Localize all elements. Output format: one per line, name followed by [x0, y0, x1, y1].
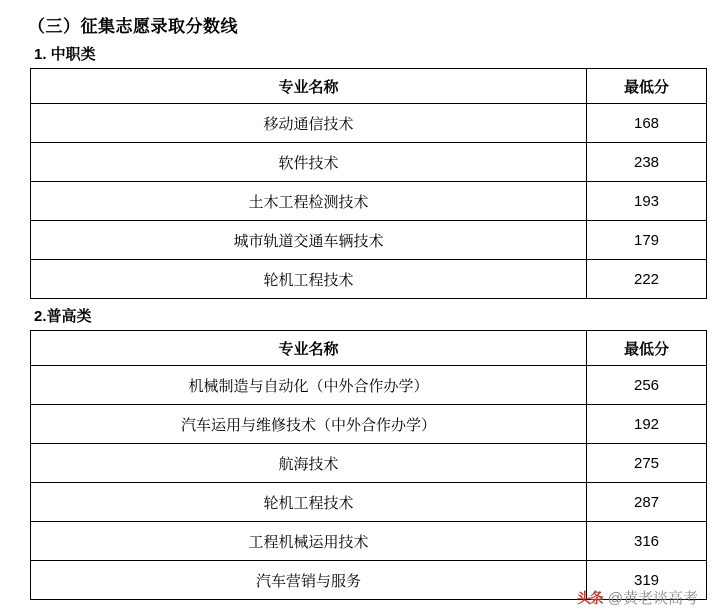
cell-major: 工程机械运用技术 — [31, 522, 587, 561]
watermark-text: @黄老谈高考 — [607, 590, 698, 607]
cell-score: 179 — [587, 221, 707, 260]
table-row — [31, 221, 707, 260]
cell-major: 城市轨道交通车辆技术 — [31, 221, 587, 260]
score-table-1 — [30, 68, 707, 299]
table-header-row — [31, 331, 707, 366]
score-table-2 — [30, 330, 707, 600]
cell-score: 287 — [587, 483, 707, 522]
table-row — [31, 143, 707, 182]
cell-major: 土木工程检测技术 — [31, 182, 587, 221]
page-title: （三）征集志愿录取分数线 — [28, 17, 238, 36]
cell-score: 256 — [587, 366, 707, 405]
table-row — [31, 522, 707, 561]
cell-score: 168 — [587, 104, 707, 143]
column-header-major: 专业名称 — [31, 331, 587, 366]
cell-major: 汽车营销与服务 — [31, 561, 587, 600]
cell-major: 机械制造与自动化（中外合作办学） — [31, 366, 587, 405]
table-row — [31, 483, 707, 522]
table-row — [31, 260, 707, 299]
cell-major: 移动通信技术 — [31, 104, 587, 143]
table-row — [31, 444, 707, 483]
table-row — [31, 104, 707, 143]
watermark — [577, 587, 698, 608]
column-header-score: 最低分 — [587, 331, 707, 366]
table-row — [31, 405, 707, 444]
cell-score: 193 — [587, 182, 707, 221]
cell-major: 轮机工程技术 — [31, 483, 587, 522]
cell-score: 238 — [587, 143, 707, 182]
table-header-row — [31, 69, 707, 104]
cell-major: 航海技术 — [31, 444, 587, 483]
table-row — [31, 182, 707, 221]
section-label-2: 2.普高类 — [34, 308, 92, 325]
cell-major: 软件技术 — [31, 143, 587, 182]
cell-score: 319 — [587, 561, 707, 600]
cell-score: 192 — [587, 405, 707, 444]
cell-major: 轮机工程技术 — [31, 260, 587, 299]
table-row — [31, 366, 707, 405]
toutiao-logo-icon: 头条 — [576, 589, 603, 606]
cell-score: 316 — [587, 522, 707, 561]
section-label-1: 1. 中职类 — [34, 46, 96, 63]
column-header-score: 最低分 — [587, 69, 707, 104]
column-header-major: 专业名称 — [31, 69, 587, 104]
cell-score: 275 — [587, 444, 707, 483]
cell-major: 汽车运用与维修技术（中外合作办学） — [31, 405, 587, 444]
cell-score: 222 — [587, 260, 707, 299]
